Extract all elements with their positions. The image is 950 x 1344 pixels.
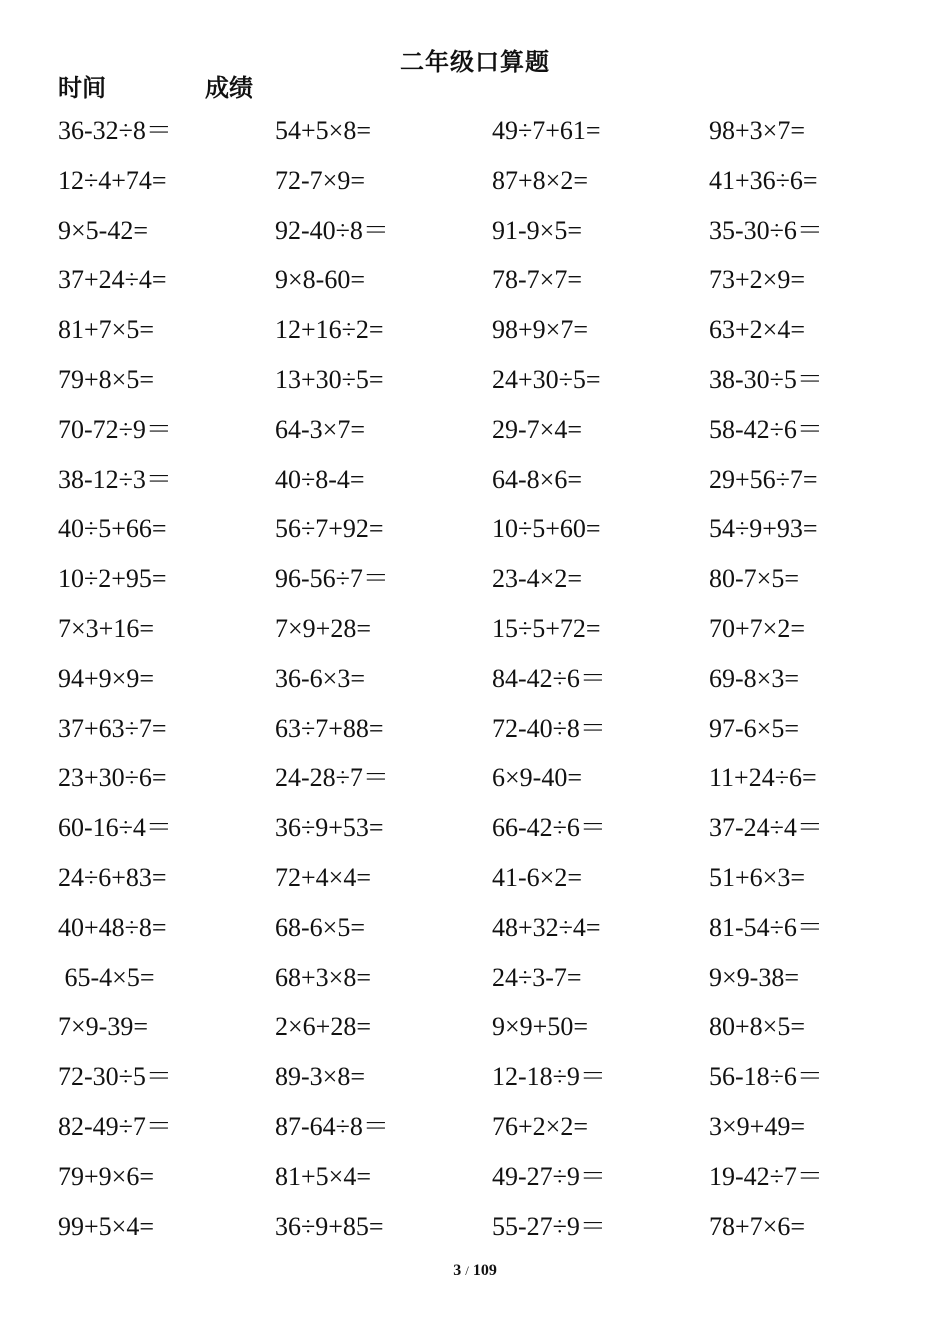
math-problem: 3×9+49= (709, 1111, 805, 1141)
math-problem: 11+24÷6= (709, 763, 817, 793)
problem-row (0, 161, 950, 211)
math-problem: 12+16÷2= (275, 315, 384, 345)
math-problem: 56÷7+92= (275, 514, 384, 544)
math-problem: 98+9×7= (492, 315, 588, 345)
math-problem: 24-28÷7＝ (275, 763, 389, 793)
math-problem: 10÷5+60= (492, 514, 601, 544)
total-pages: 109 (472, 1262, 497, 1279)
problem-row (0, 858, 950, 908)
math-problem: 68+3×8= (275, 962, 371, 992)
problem-row (0, 709, 950, 759)
math-problem: 23-4×2= (492, 564, 582, 594)
math-problem: 82-49÷7＝ (58, 1111, 172, 1141)
math-problem: 24÷6+83= (58, 862, 167, 892)
math-problem: 64-3×7= (275, 414, 365, 444)
time-label: 时间 (58, 74, 106, 102)
math-problem: 79+8×5= (58, 364, 154, 394)
problem-row (0, 509, 950, 559)
math-problem: 96-56÷7＝ (275, 564, 389, 594)
math-problem: 70-72÷9＝ (58, 414, 172, 444)
math-problem: 10÷2+95= (58, 564, 167, 594)
problem-row (0, 460, 950, 510)
problem-row (0, 260, 950, 310)
page-number (0, 1262, 950, 1280)
math-problem: 38-30÷5＝ (709, 364, 823, 394)
problem-row (0, 1007, 950, 1057)
math-problem: 65-4×5= (58, 962, 155, 992)
problem-grid (0, 111, 950, 1256)
math-problem: 9×9+50= (492, 1012, 588, 1042)
score-label: 成绩 (205, 74, 253, 102)
math-problem: 54+5×8= (275, 116, 371, 145)
math-problem: 76+2×2= (492, 1111, 588, 1141)
problem-row (0, 908, 950, 958)
math-problem: 99+5×4= (58, 1211, 154, 1241)
math-problem: 56-18÷6＝ (709, 1062, 823, 1092)
math-problem: 81+5×4= (275, 1161, 371, 1191)
math-problem: 72-30÷5＝ (58, 1062, 172, 1092)
math-problem: 97-6×5= (709, 713, 799, 743)
math-problem: 12-18÷9＝ (492, 1062, 606, 1092)
math-problem: 80+8×5= (709, 1012, 805, 1042)
current-page: 3 (453, 1262, 462, 1279)
math-problem: 70+7×2= (709, 613, 805, 643)
problem-row (0, 211, 950, 261)
math-problem: 41+36÷6= (709, 165, 818, 195)
math-problem: 2×6+28= (275, 1012, 371, 1042)
math-problem: 69-8×3= (709, 663, 799, 693)
problem-row (0, 559, 950, 609)
math-problem: 87+8×2= (492, 165, 588, 195)
problem-row (0, 659, 950, 709)
math-problem: 7×9-39= (58, 1012, 148, 1042)
math-problem: 24÷3-7= (492, 962, 582, 992)
math-problem: 98+3×7= (709, 116, 805, 145)
problem-row (0, 111, 950, 161)
math-problem: 40+48÷8= (58, 912, 167, 942)
math-problem: 66-42÷6＝ (492, 813, 606, 843)
math-problem: 38-12÷3＝ (58, 464, 172, 494)
math-problem: 80-7×5= (709, 564, 799, 594)
problem-row (0, 1107, 950, 1157)
math-problem: 15÷5+72= (492, 613, 601, 643)
problem-row (0, 1157, 950, 1207)
math-problem: 9×5-42= (58, 215, 148, 245)
math-problem: 13+30÷5= (275, 364, 384, 394)
math-problem: 6×9-40= (492, 763, 582, 793)
math-problem: 63÷7+88= (275, 713, 384, 743)
math-problem: 9×8-60= (275, 265, 365, 295)
problem-row (0, 758, 950, 808)
math-problem: 54÷9+93= (709, 514, 818, 544)
math-problem: 7×9+28= (275, 613, 371, 643)
math-problem: 24+30÷5= (492, 364, 601, 394)
page-title: 二年级口算题 (400, 48, 550, 76)
math-problem: 36÷9+53= (275, 813, 384, 843)
math-problem: 68-6×5= (275, 912, 365, 942)
math-problem: 91-9×5= (492, 215, 582, 245)
math-problem: 81-54÷6＝ (709, 912, 823, 942)
math-problem: 72+4×4= (275, 862, 371, 892)
math-problem: 36-32÷8＝ (58, 116, 172, 145)
math-problem: 19-42÷7＝ (709, 1161, 823, 1191)
math-problem: 40÷5+66= (58, 514, 167, 544)
math-problem: 36÷9+85= (275, 1211, 384, 1241)
math-problem: 72-40÷8＝ (492, 713, 606, 743)
math-problem: 63+2×4= (709, 315, 805, 345)
math-problem: 35-30÷6＝ (709, 215, 823, 245)
math-problem: 37+24÷4= (58, 265, 167, 295)
problem-row (0, 1207, 950, 1257)
problem-row (0, 958, 950, 1008)
page-separator: / (465, 1263, 469, 1278)
problem-row (0, 360, 950, 410)
math-problem: 81+7×5= (58, 315, 154, 345)
problem-row (0, 410, 950, 460)
problem-row (0, 808, 950, 858)
math-problem: 94+9×9= (58, 663, 154, 693)
math-problem: 89-3×8= (275, 1062, 365, 1092)
math-problem: 92-40÷8＝ (275, 215, 389, 245)
math-problem: 23+30÷6= (58, 763, 167, 793)
problem-row (0, 310, 950, 360)
math-problem: 36-6×3= (275, 663, 365, 693)
math-problem: 48+32÷4= (492, 912, 601, 942)
math-problem: 78-7×7= (492, 265, 582, 295)
math-problem: 41-6×2= (492, 862, 582, 892)
math-problem: 49-27÷9＝ (492, 1161, 606, 1191)
math-problem: 49÷7+61= (492, 116, 601, 145)
math-problem: 29+56÷7= (709, 464, 818, 494)
math-problem: 12÷4+74= (58, 165, 167, 195)
math-problem: 9×9-38= (709, 962, 799, 992)
math-problem: 72-7×9= (275, 165, 365, 195)
math-problem: 79+9×6= (58, 1161, 154, 1191)
math-problem: 40÷8-4= (275, 464, 365, 494)
math-problem: 78+7×6= (709, 1211, 805, 1241)
math-problem: 7×3+16= (58, 613, 154, 643)
math-problem: 37+63÷7= (58, 713, 167, 743)
math-problem: 55-27÷9＝ (492, 1211, 606, 1241)
math-problem: 84-42÷6＝ (492, 663, 606, 693)
math-problem: 73+2×9= (709, 265, 805, 295)
problem-row (0, 609, 950, 659)
math-problem: 64-8×6= (492, 464, 582, 494)
math-problem: 58-42÷6＝ (709, 414, 823, 444)
math-problem: 87-64÷8＝ (275, 1111, 389, 1141)
math-problem: 37-24÷4＝ (709, 813, 823, 843)
math-problem: 60-16÷4＝ (58, 813, 172, 843)
problem-row (0, 1057, 950, 1107)
math-problem: 51+6×3= (709, 862, 805, 892)
math-problem: 29-7×4= (492, 414, 582, 444)
